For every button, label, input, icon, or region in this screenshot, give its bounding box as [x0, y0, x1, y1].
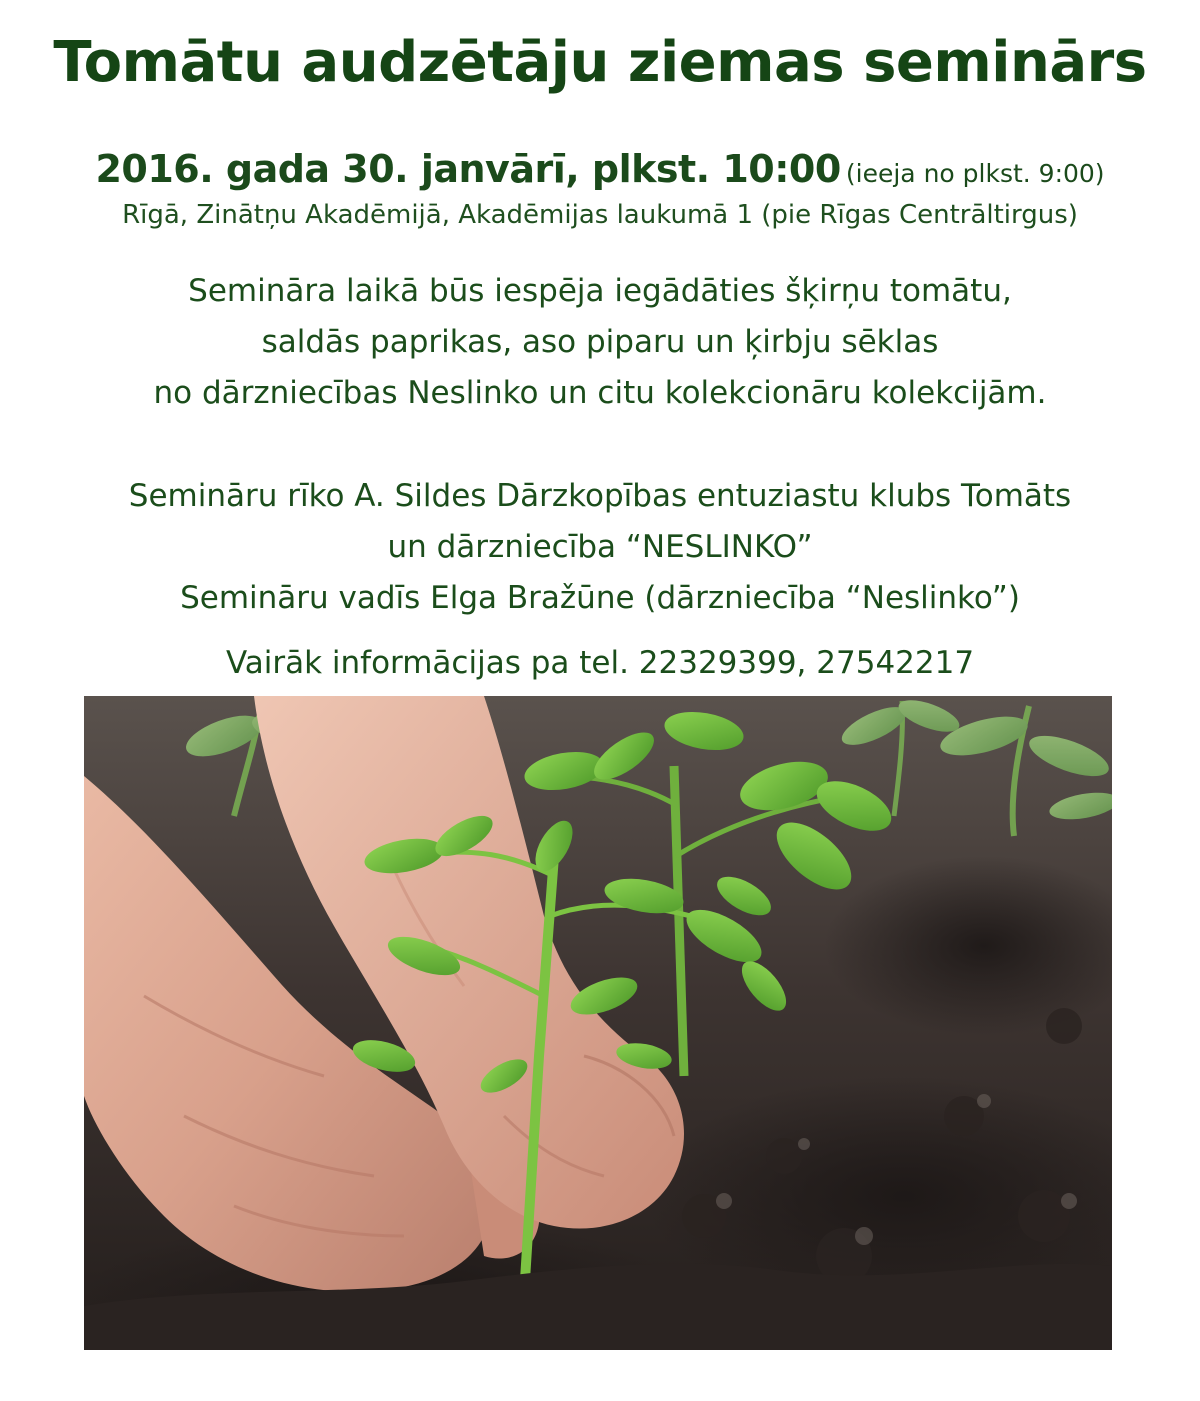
event-date: 2016. gada 30. janvārī, plkst. 10:00	[95, 147, 841, 191]
organizer-paragraph	[0, 471, 1200, 624]
organizer-line: un dārzniecība “NESLINKO”	[387, 529, 813, 565]
entry-time-note: (ieeja no plkst. 9:00)	[845, 159, 1105, 188]
seeds-line: Semināra laikā būs iespēja iegādāties šķirņu tomātu,	[188, 273, 1012, 309]
seeds-line: no dārzniecības Neslinko un citu kolekcionāru kolekcijām.	[153, 375, 1047, 411]
seeds-line: saldās paprikas, aso piparu un ķirbju sēklas	[261, 324, 939, 360]
event-date-line	[0, 147, 1200, 191]
seedling-photo	[84, 696, 1112, 1350]
event-venue: Rīgā, Zinātņu Akadēmijā, Akadēmijas laukumā 1 (pie Rīgas Centrāltirgus)	[122, 200, 1078, 230]
page-title: Tomātu audzētāju ziemas seminārs	[53, 30, 1147, 95]
seeds-paragraph	[0, 266, 1200, 419]
contact-info: Vairāk informācijas pa tel. 22329399, 27542217	[225, 645, 975, 681]
organizer-line: Semināru rīko A. Sildes Dārzkopības entuziastu klubs Tomāts	[128, 478, 1072, 514]
organizer-line: Semināru vadīs Elga Bražūne (dārzniecība “Neslinko”)	[180, 580, 1020, 616]
